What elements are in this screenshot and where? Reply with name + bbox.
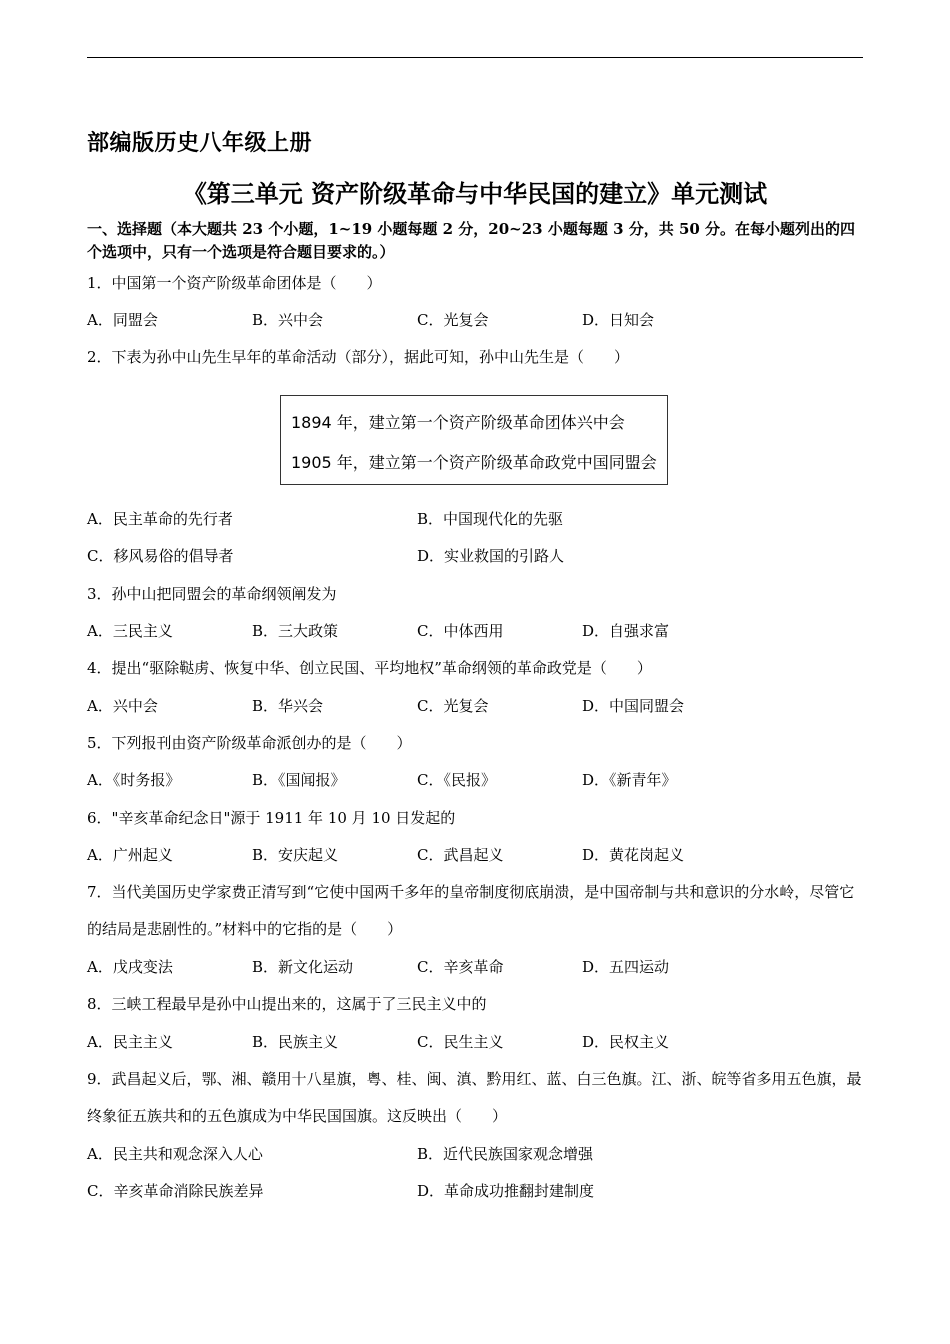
question-4-option-a[interactable]: A．兴中会: [87, 697, 158, 715]
question-9-option-c[interactable]: C．辛亥革命消除民族差异: [87, 1182, 264, 1200]
question-3-option-d[interactable]: D．自强求富: [582, 622, 670, 640]
question-4-option-d[interactable]: D．中国同盟会: [582, 697, 685, 715]
table-row-1905: 1905 年，建立第一个资产阶级革命政党中国同盟会: [291, 453, 657, 472]
question-3-option-b[interactable]: B．三大政策: [252, 622, 339, 640]
question-2-option-d[interactable]: D．实业救国的引路人: [417, 547, 565, 565]
question-8-option-d[interactable]: D．民权主义: [582, 1033, 670, 1051]
question-7-stem: 7．当代美国历史学家费正清写到“它使中国两千多年的皇帝制度彻底崩溃，是中国帝制与共和意识的分水岭，尽管它的结局是悲剧性的。”材料中的它指的是（ ）: [87, 883, 855, 938]
table-row-1894: 1894 年，建立第一个资产阶级革命团体兴中会: [291, 413, 625, 432]
question-3-option-a[interactable]: A．三民主义: [87, 622, 173, 640]
question-2-material-table: [280, 395, 668, 485]
question-3-option-c[interactable]: C．中体西用: [417, 622, 504, 640]
question-8-option-a[interactable]: A．民主主义: [87, 1033, 173, 1051]
question-7-option-b[interactable]: B．新文化运动: [252, 958, 354, 976]
unit-test-title: 《第三单元 资产阶级革命与中华民国的建立》单元测试: [182, 180, 768, 208]
question-4-stem: 4．提出“驱除鞑虏、恢复中华、创立民国、平均地权”革命纲领的革命政党是（ ）: [87, 659, 652, 677]
question-3-stem: 3．孙中山把同盟会的革命纲领阐发为: [87, 585, 337, 603]
question-2-option-b[interactable]: B．中国现代化的先驱: [417, 510, 564, 528]
question-4-option-b[interactable]: B．华兴会: [252, 697, 324, 715]
document-title: 部编版历史八年级上册: [87, 131, 313, 156]
header-rule: [87, 57, 863, 58]
question-2-option-a[interactable]: A．民主革命的先行者: [87, 510, 233, 528]
question-5-option-d[interactable]: D．《新青年》: [582, 771, 677, 789]
question-9-option-d[interactable]: D．革命成功推翻封建制度: [417, 1182, 595, 1200]
question-2-stem: 2．下表为孙中山先生早年的革命活动（部分），据此可知，孙中山先生是（ ）: [87, 348, 630, 366]
question-7-option-a[interactable]: A．戊戌变法: [87, 958, 173, 976]
question-8-stem: 8．三峡工程最早是孙中山提出来的，这属于了三民主义中的: [87, 995, 487, 1013]
question-5-stem: 5．下列报刊由资产阶级革命派创办的是（ ）: [87, 734, 412, 752]
question-7-option-c[interactable]: C．辛亥革命: [417, 958, 504, 976]
question-6-stem: 6．"辛亥革命纪念日"源于 1911 年 10 月 10 日发起的: [87, 809, 456, 827]
question-1-option-d[interactable]: D．日知会: [582, 311, 655, 329]
question-9-option-b[interactable]: B．近代民族国家观念增强: [417, 1145, 594, 1163]
question-6-option-c[interactable]: C．武昌起义: [417, 846, 504, 864]
question-5-option-c[interactable]: C．《民报》: [417, 771, 496, 789]
question-1-stem: 1．中国第一个资产阶级革命团体是（ ）: [87, 274, 382, 292]
question-5-option-b[interactable]: B．《国闻报》: [252, 771, 346, 789]
question-1-option-b[interactable]: B．兴中会: [252, 311, 324, 329]
question-8-option-c[interactable]: C．民生主义: [417, 1033, 504, 1051]
question-9-stem: 9．武昌起义后，鄂、湘、赣用十八星旗，粤、桂、闽、滇、黔用红、蓝、白三色旗。江、浙、皖等省多用五色旗，最终象征五族共和的五色旗成为中华民国国旗。这反映出（ ）: [87, 1070, 862, 1125]
question-2-option-c[interactable]: C．移风易俗的倡导者: [87, 547, 234, 565]
section-instructions: 一、选择题（本大题共 23 个小题，1~19 小题每题 2 分，20~23 小题每题 3 分，共 50 分。在每小题列出的四个选项中，只有一个选项是符合题目要求的。）: [87, 220, 856, 261]
question-6-option-d[interactable]: D．黄花岗起义: [582, 846, 685, 864]
question-5-option-a[interactable]: A．《时务报》: [87, 771, 181, 789]
question-9-option-a[interactable]: A．民主共和观念深入人心: [87, 1145, 263, 1163]
question-4-option-c[interactable]: C．光复会: [417, 697, 489, 715]
question-8-option-b[interactable]: B．民族主义: [252, 1033, 339, 1051]
question-6-option-a[interactable]: A．广州起义: [87, 846, 173, 864]
question-7-option-d[interactable]: D．五四运动: [582, 958, 670, 976]
question-1-option-a[interactable]: A．同盟会: [87, 311, 158, 329]
question-6-option-b[interactable]: B．安庆起义: [252, 846, 339, 864]
question-1-option-c[interactable]: C．光复会: [417, 311, 489, 329]
